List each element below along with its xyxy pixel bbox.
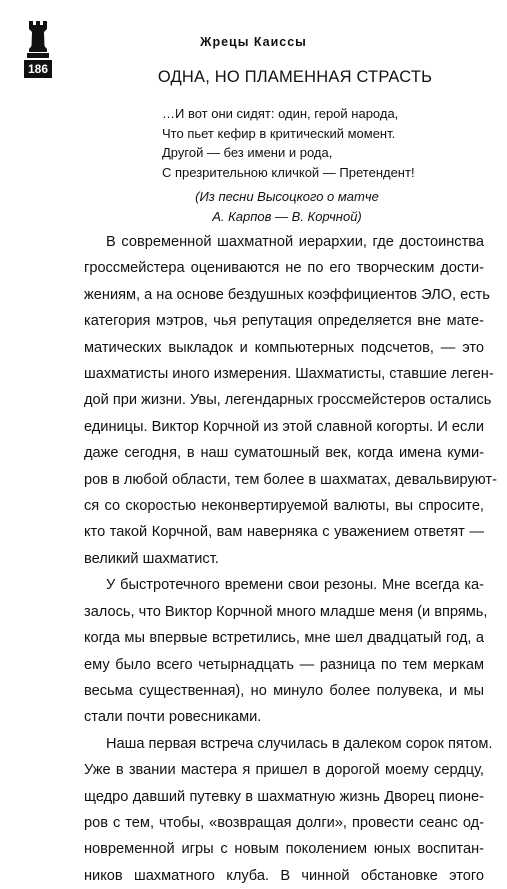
epigraph-source-line: (Из песни Высоцкого о матче [195, 189, 379, 204]
text-line: даже сегодня, в наш суматошный век, когда имена куми- [84, 445, 484, 462]
text-line: щедро давший путевку в шахматную жизнь Дворец пионе- [84, 788, 484, 805]
text-line: весьма существенная), но минуло более полувека, и мы [84, 682, 484, 699]
text-line: ся со скоростью неконвертируемой валюты, вы спросите, [84, 498, 484, 515]
epigraph-source [162, 187, 412, 226]
text-line: стали почти ровесниками. [84, 709, 262, 726]
text-line: когда мы впервые встретились, мне шел двадцатый год, а [84, 630, 484, 647]
epigraph-line: С презрительною кличкой — Претендент! [162, 164, 415, 180]
text-line: ников шахматного клуба. В чинной обстановке этого [84, 867, 484, 884]
text-line: залось, что Виктор Корчной много младше меня (и впрямь, [84, 603, 488, 620]
text-line: категория мэтров, чья репутация определяется вне мате- [84, 313, 484, 330]
epigraph-line: Что пьет кефир в критический момент. [162, 125, 396, 141]
text-line: Уже в звании мастера я пришел в дорогой моему сердцу, [84, 762, 484, 779]
paragraph [84, 731, 493, 889]
text-line: дой при жизни. Увы, легендарных гроссмейстеров остались [84, 392, 492, 409]
page-number: 186 [24, 60, 52, 78]
epigraph [162, 104, 462, 226]
text-line: шахматисты иного измерения. Шахматисты, ставшие леген- [84, 366, 494, 383]
text-line: новременной игры с новым поколением юных воспитан- [84, 841, 484, 858]
text-line: единицы. Виктор Корчной из этой славной когорты. И если [84, 418, 484, 435]
text-line: Наша первая встреча случилась в далеком сорок пятом. [106, 735, 493, 752]
epigraph-source-line: А. Карпов — В. Корчной) [212, 208, 362, 224]
text-line: матических выкладок и компьютерных подсчетов, — это [84, 339, 484, 356]
text-line: В современной шахматной иерархии, где достоинства [106, 234, 484, 250]
epigraph-line: …И вот они сидят: один, герой народа, [162, 106, 399, 121]
epigraph-line: Другой — без имени и рода, [162, 145, 333, 160]
text-line: жениям, а на основе бездушных коэффициентов ЭЛО, есть [84, 286, 490, 303]
text-line: У быстротечного времени свои резоны. Мне всегда ка- [106, 577, 484, 594]
text-line: великий шахматист. [84, 550, 219, 567]
paragraph [84, 572, 488, 730]
text-line: гроссмейстера оцениваются не по его творческим дости- [84, 260, 484, 277]
paragraph [84, 229, 497, 572]
text-line: кто такой Корчной, вам наверняка с уважением ответят — [84, 524, 484, 541]
body-text [84, 229, 497, 889]
chapter-title: ОДНА, НО ПЛАМЕННАЯ СТРАСТЬ [157, 68, 433, 86]
text-line: ров в любой области, тем более в шахматах, девальвируют- [84, 471, 497, 488]
running-header: Жрецы Каиссы [200, 35, 307, 49]
text-line: ров с тем, чтобы, «возвращая долги», провести сеанс од- [84, 814, 484, 831]
text-line: ему было всего четырнадцать — разница по тем меркам [84, 656, 484, 673]
